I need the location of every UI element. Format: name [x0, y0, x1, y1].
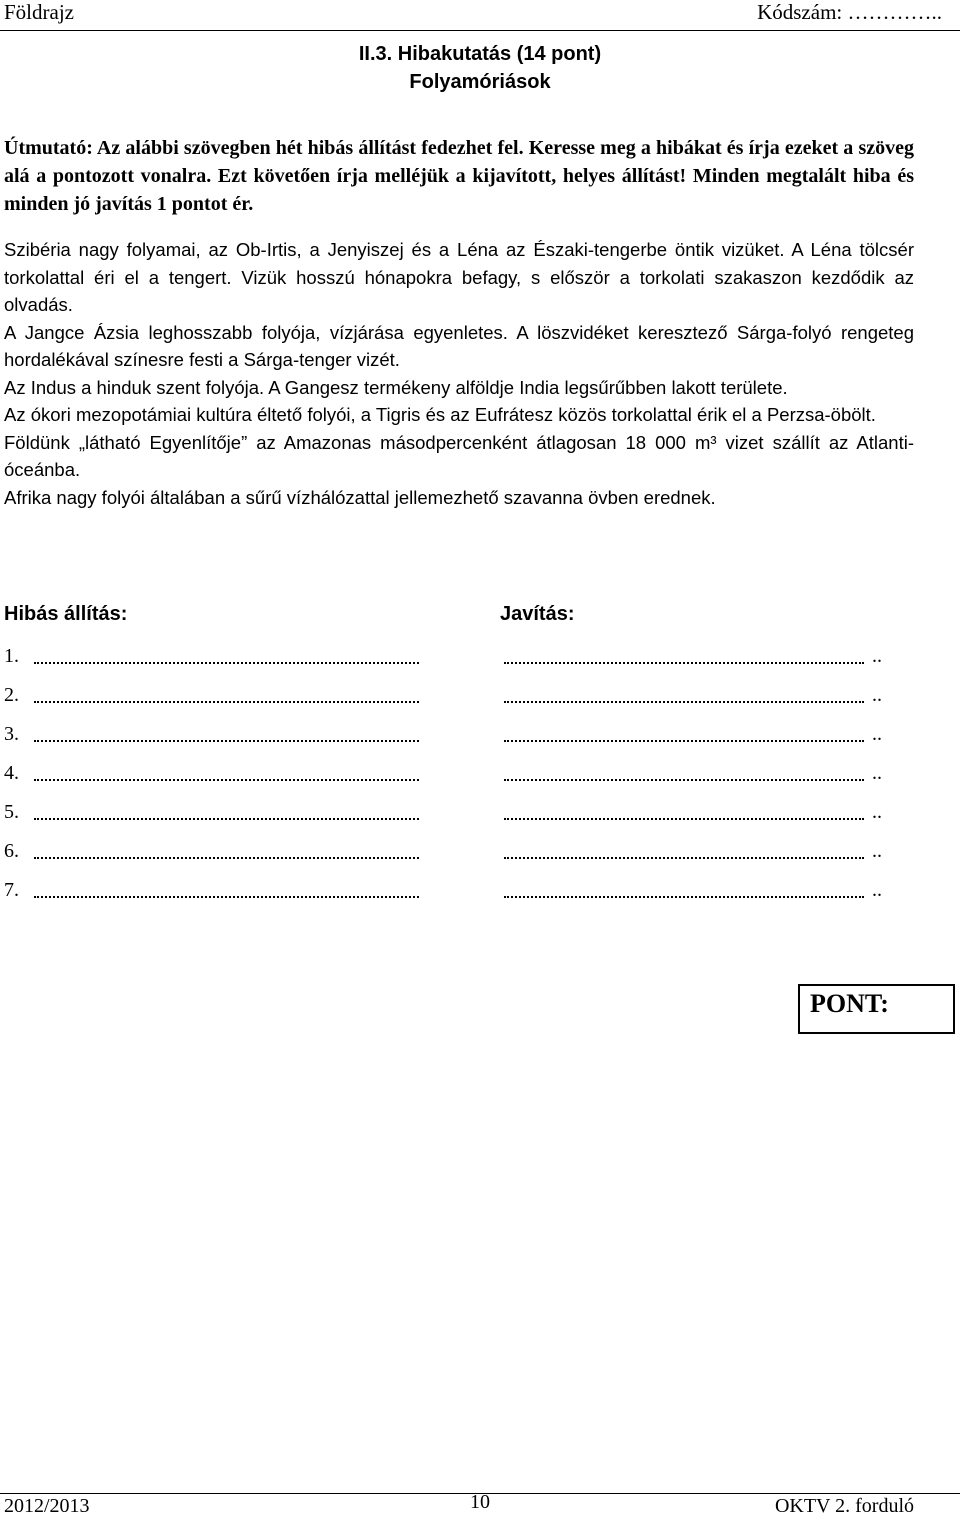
- paragraph: Földünk „látható Egyenlítője” az Amazonas másodpercenként átlagosan 18 000 m³ vizet szállít az Atlanti-óceánba.: [4, 431, 914, 480]
- section-subtitle: Folyamóriások: [409, 71, 551, 93]
- answer-row[interactable]: [4, 762, 904, 790]
- section-title: II.3. Hibakutatás (14 pont): [358, 43, 602, 65]
- correction-line[interactable]: [504, 896, 864, 898]
- line-end-dots: ..: [872, 762, 882, 784]
- line-end-dots: ..: [872, 879, 882, 901]
- paragraph: Az Indus a hinduk szent folyója. A Gangesz termékeny alföldje India legsűrűbben lakott területe.: [4, 376, 788, 398]
- line-end-dots: ..: [872, 840, 882, 862]
- line-end-dots: ..: [872, 645, 882, 667]
- page-number: 10: [470, 1491, 490, 1513]
- row-number: 5.: [4, 801, 19, 823]
- answer-row[interactable]: [4, 840, 904, 868]
- correction-line[interactable]: [504, 740, 864, 742]
- wrong-statement-line[interactable]: [34, 896, 419, 898]
- correction-line[interactable]: [504, 701, 864, 703]
- answer-row[interactable]: [4, 801, 904, 829]
- row-number: 4.: [4, 762, 19, 784]
- wrong-statement-line[interactable]: [34, 701, 419, 703]
- wrong-statement-line[interactable]: [34, 857, 419, 859]
- paragraph: Szibéria nagy folyamai, az Ob-Irtis, a Jenyiszej és a Léna az Északi-tengerbe öntik vizüket. A Léna tölcsér torkolattal éri el a tengert. Vizük hosszú hónapokra befagy, s először a torkolati szakaszon kezdődik az olvadás.: [4, 239, 914, 315]
- wrong-statement-line[interactable]: [34, 818, 419, 820]
- correction-line[interactable]: [504, 818, 864, 820]
- header-divider: [0, 30, 960, 31]
- row-number: 2.: [4, 684, 19, 706]
- footer-year: 2012/2013: [4, 1495, 90, 1517]
- row-number: 1.: [4, 645, 19, 667]
- score-box: PONT:: [798, 984, 955, 1034]
- header-code-label: Kódszám: …………..: [757, 0, 942, 24]
- header-subject: Földrajz: [4, 0, 74, 24]
- answer-row[interactable]: [4, 645, 904, 673]
- paragraph: A Jangce Ázsia leghosszabb folyója, vízjárása egyenletes. A löszvidéket keresztező Sárga-folyó rengeteg hordalékával színesre festi a Sárga-tenger vizét.: [4, 321, 914, 370]
- answer-row[interactable]: [4, 879, 904, 907]
- correction-line[interactable]: [504, 779, 864, 781]
- line-end-dots: ..: [872, 723, 882, 745]
- correction-line[interactable]: [504, 857, 864, 859]
- column-heading-wrong: Hibás állítás:: [4, 603, 128, 625]
- wrong-statement-line[interactable]: [34, 740, 419, 742]
- correction-line[interactable]: [504, 662, 864, 664]
- row-number: 6.: [4, 840, 19, 862]
- task-text: [4, 236, 914, 511]
- footer-round: OKTV 2. forduló: [774, 1495, 914, 1517]
- row-number: 7.: [4, 879, 19, 901]
- line-end-dots: ..: [872, 684, 882, 706]
- answer-row[interactable]: [4, 684, 904, 712]
- instructions: Útmutató: Az alábbi szövegben hét hibás állítást fedezhet fel. Keresse meg a hibákat és írja ezeket a szöveg alá a pontozott vonalra. Ezt követően írja melléjük a kijavított, helyes állítást! Minden megtalált hiba és minden jó javítás 1 pontot ér.: [4, 137, 914, 215]
- wrong-statement-line[interactable]: [34, 779, 419, 781]
- answer-row[interactable]: [4, 723, 904, 751]
- line-end-dots: ..: [872, 801, 882, 823]
- wrong-statement-line[interactable]: [34, 662, 419, 664]
- paragraph: Az ókori mezopotámiai kultúra éltető folyói, a Tigris és az Eufrátesz közös torkolattal érik el a Perzsa-öbölt.: [4, 404, 876, 425]
- paragraph: Afrika nagy folyói általában a sűrű vízhálózattal jellemezhető szavanna övben erednek.: [4, 486, 716, 508]
- row-number: 3.: [4, 723, 19, 745]
- column-heading-fix: Javítás:: [500, 603, 575, 625]
